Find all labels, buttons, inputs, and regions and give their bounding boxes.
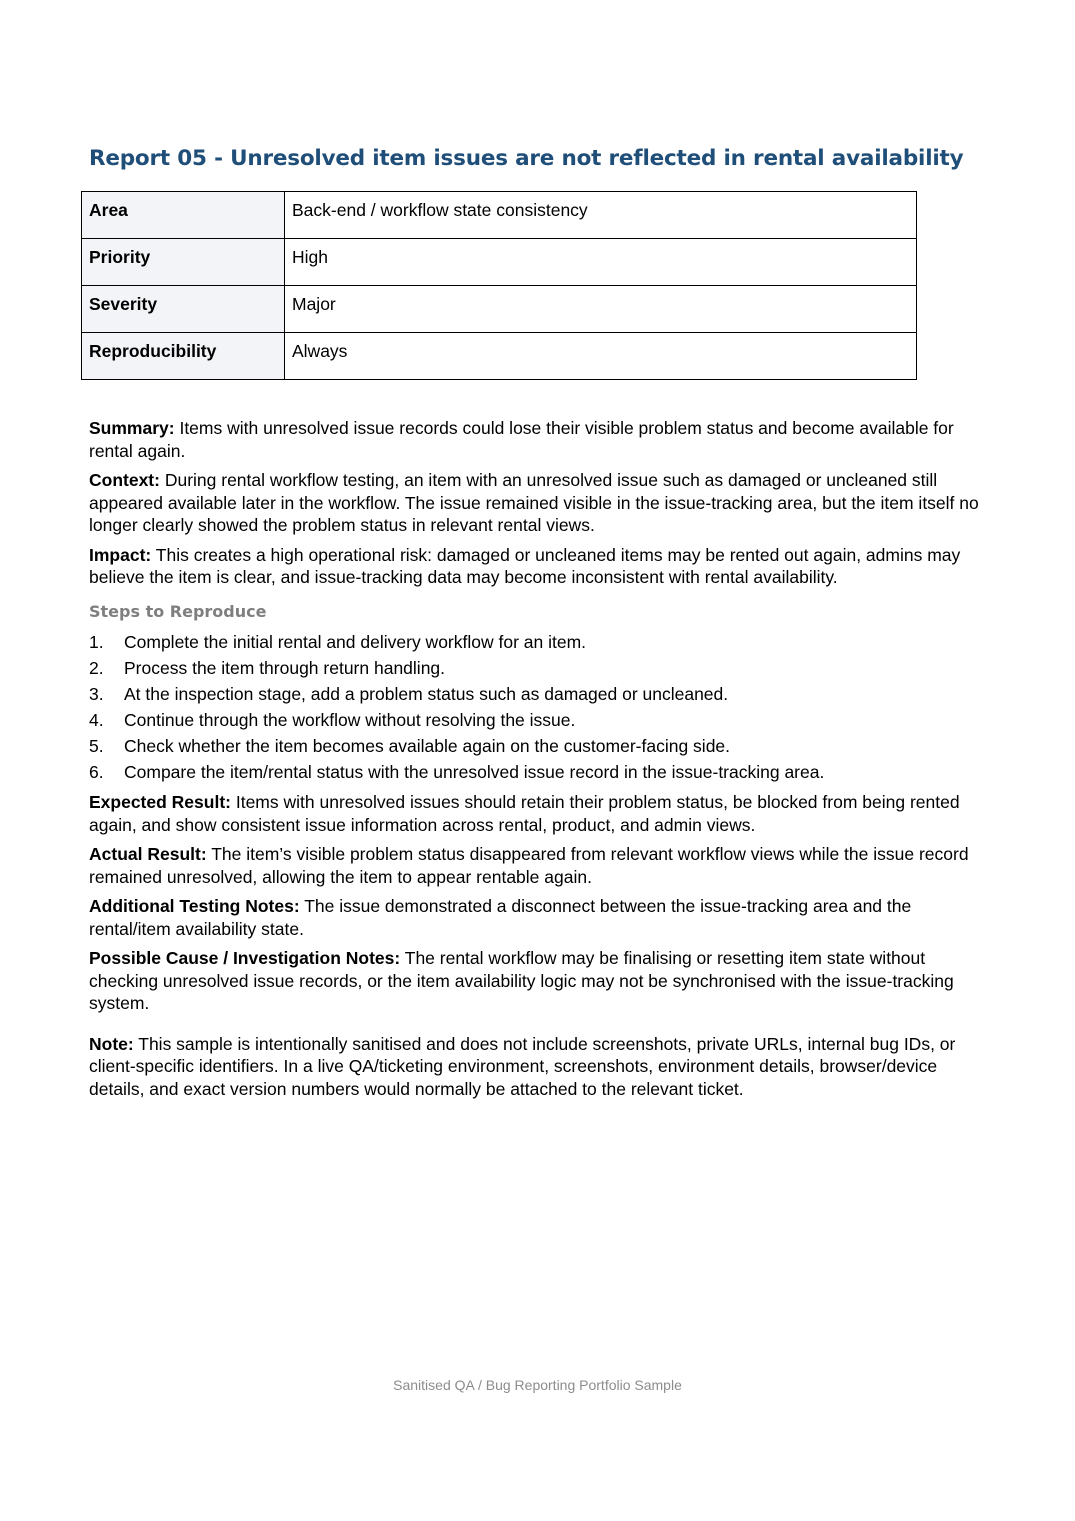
step-text: Check whether the item becomes available again on the customer-facing side.	[124, 736, 731, 756]
additional-notes-text: The issue demonstrated a disconnect between the issue-tracking area and the rental/item availability state.	[89, 896, 912, 939]
meta-row-reproducibility	[82, 333, 917, 380]
meta-reproducibility-value: Always	[285, 333, 917, 380]
note-label: Note:	[89, 1033, 134, 1054]
meta-severity-label: Severity	[82, 286, 285, 333]
meta-severity-value: Major	[285, 286, 917, 333]
actual-result-label: Actual Result:	[89, 844, 207, 864]
actual-result-text: The item’s visible problem status disappeared from relevant workflow views while the issue record remained unresolved, allowing the item to appear rentable again.	[89, 844, 969, 887]
step-number: 6.	[89, 762, 104, 782]
meta-row-priority	[82, 239, 917, 286]
report-body	[89, 417, 989, 1107]
additional-notes-paragraph	[89, 895, 989, 940]
step-number: 5.	[89, 736, 104, 756]
note-paragraph	[89, 1033, 989, 1101]
summary-text: Items with unresolved issue records could lose their visible problem status and become available for rental again.	[89, 418, 954, 461]
impact-text: This creates a high operational risk: damaged or uncleaned items may be rented out again, admins may believe the item is clear, and issue-tracking data may become inconsistent with rental availability.	[89, 544, 961, 587]
expected-result-paragraph	[89, 791, 989, 836]
note-text: This sample is intentionally sanitised and does not include screenshots, private URLs, internal bug IDs, or client-specific identifiers. In a live QA/ticketing environment, screenshots, environment details, browser/device details, and exact version numbers would normally be attached to the relevant ticket.	[89, 1033, 956, 1099]
context-label: Context:	[89, 470, 160, 490]
step-number: 4.	[89, 710, 104, 730]
possible-cause-label: Possible Cause / Investigation Notes:	[89, 948, 401, 968]
expected-result-label: Expected Result:	[89, 792, 231, 812]
additional-notes-label: Additional Testing Notes:	[89, 896, 300, 916]
meta-row-area	[82, 192, 917, 239]
meta-reproducibility-label: Reproducibility	[82, 333, 285, 380]
list-item	[89, 657, 989, 683]
meta-priority-label: Priority	[82, 239, 285, 286]
steps-list	[89, 631, 989, 787]
list-item	[89, 735, 989, 761]
impact-paragraph	[89, 544, 989, 589]
step-number: 3.	[89, 684, 104, 704]
list-item	[89, 683, 989, 709]
summary-label: Summary:	[89, 418, 175, 438]
list-item	[89, 631, 989, 657]
meta-area-label: Area	[82, 192, 285, 239]
impact-label: Impact:	[89, 544, 152, 565]
expected-result-text: Items with unresolved issues should retain their problem status, be blocked from being rented again, and show consistent issue information across rental, product, and admin views.	[89, 792, 960, 835]
context-paragraph	[89, 469, 989, 537]
step-text: Continue through the workflow without resolving the issue.	[124, 710, 576, 730]
meta-row-severity	[82, 286, 917, 333]
step-number: 2.	[89, 658, 104, 678]
report-meta-table	[81, 191, 917, 380]
step-text: At the inspection stage, add a problem status such as damaged or uncleaned.	[124, 684, 729, 704]
actual-result-paragraph	[89, 843, 989, 888]
meta-priority-value: High	[285, 239, 917, 286]
list-item	[89, 709, 989, 735]
steps-heading: Steps to Reproduce	[89, 601, 267, 621]
possible-cause-text: The rental workflow may be finalising or resetting item state without checking unresolved issue records, or the item availability logic may not be synchronised with the issue-tracking system.	[89, 948, 954, 1013]
list-item	[89, 761, 989, 787]
step-text: Process the item through return handling.	[124, 658, 446, 678]
context-text: During rental workflow testing, an item with an unresolved issue such as damaged or uncleaned still appeared available later in the workflow. The issue remained visible in the issue-tracking area, but the item itself no longer clearly showed the problem status in relevant rental views.	[89, 470, 979, 535]
step-text: Compare the item/rental status with the unresolved issue record in the issue-tracking area.	[124, 762, 825, 782]
step-number: 1.	[89, 632, 104, 652]
possible-cause-paragraph	[89, 947, 989, 1015]
summary-paragraph	[89, 417, 989, 462]
meta-area-value: Back-end / workflow state consistency	[285, 192, 917, 239]
step-text: Complete the initial rental and delivery workflow for an item.	[124, 632, 587, 652]
report-title: Report 05 - Unresolved item issues are not reflected in rental availability	[89, 146, 964, 171]
page-footer: Sanitised QA / Bug Reporting Portfolio Sample	[393, 1377, 682, 1393]
